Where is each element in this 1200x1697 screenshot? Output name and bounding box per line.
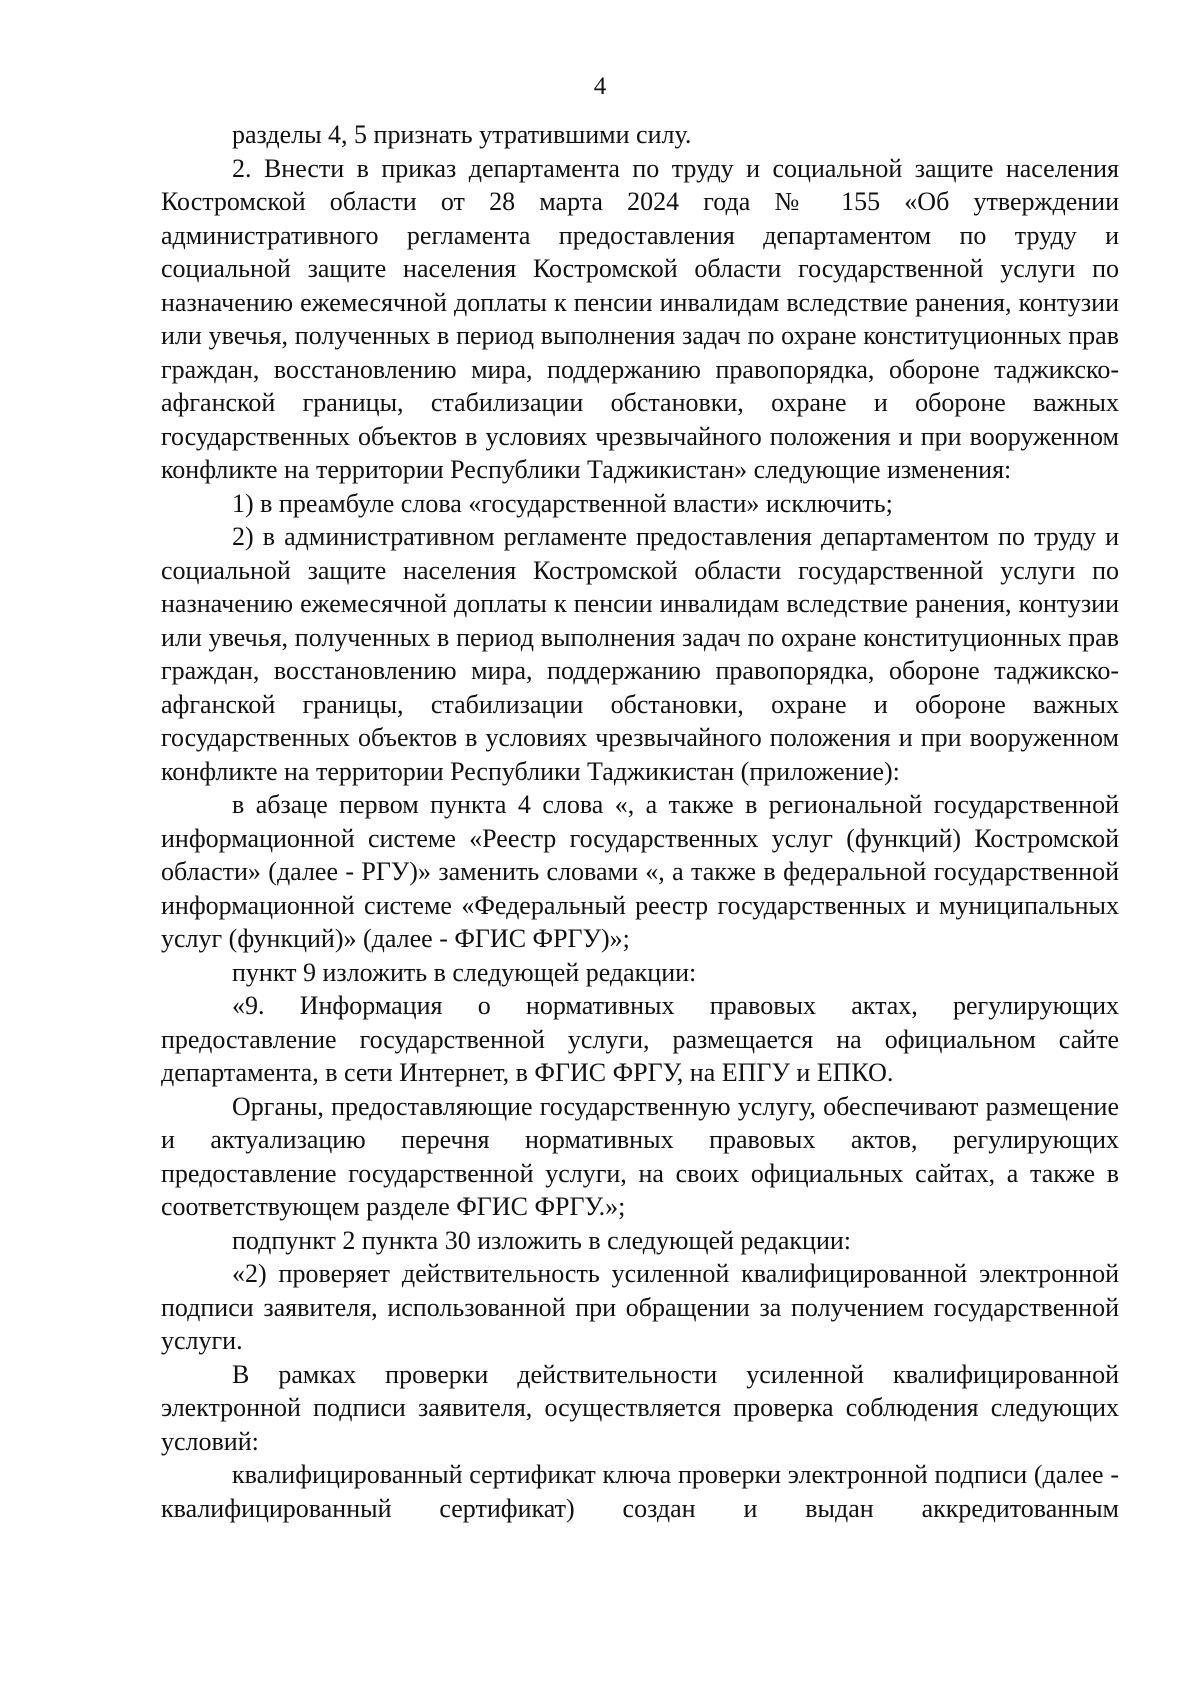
document-body	[161, 118, 1119, 1525]
paragraph-subitem-1-preamble: 1) в преамбуле слова «государственной власти» исключить;	[232, 488, 893, 518]
page-number: 4	[593, 73, 607, 100]
paragraph-sections-repealed: разделы 4, 5 признать утратившими силу.	[232, 120, 692, 149]
paragraph-authorities: Органы, предоставляющие государственную услугу, обеспечивают размещение и актуализацию перечня нормативных правовых актов, регулирующих предоставление государственной услуги, на своих официальных сайтах, а также в соответствующем разделе ФГИС ФРГУ.»;	[161, 1091, 1119, 1221]
paragraph-subitem-2-regulation: 2) в административном регламенте предоставления департаментом по труду и социальной защите населения Костромской области государственной услуги по назначению ежемесячной доплаты к пенсии инвалидам вследствие ранения, контузии или увечья, полученных в период выполнения задач по охране конституционных прав граждан, восстановлению мира, поддержанию правопорядка, обороне таджикско-афганской границы, стабилизации обстановки, охране и обороне важных государственных объектов в условиях чрезвычайного положения и при вооруженном конфликте на территории Республики Таджикистан (приложение):	[161, 522, 1119, 786]
paragraph-certificate: квалифицированный сертификат ключа проверки электронной подписи (далее - квалифицированный сертификат) создан и выдан аккредитованным	[161, 1460, 1119, 1523]
paragraph-item-2-amend-order: 2. Внести в приказ департамента по труду и социальной защите населения Костромской области от 28 марта 2024 года № 155 «Об утверждении административного регламента предоставления департаментом по труду и социальной защите населения Костромской области государственной услуги по назначению ежемесячной доплаты к пенсии инвалидам вследствие ранения, контузии или увечья, полученных в период выполнения задач по охране конституционных прав граждан, восстановлению мира, поддержанию правопорядка, обороне таджикско-афганской границы, стабилизации обстановки, охране и обороне важных государственных объектов в условиях чрезвычайного положения и при вооруженном конфликте на территории Республики Таджикистан» следующие изменения:	[161, 153, 1119, 484]
paragraph-point-4-replace: в абзаце первом пункта 4 слова «, а также в региональной государственной информационной системе «Реестр государственных услуг (функций) Костромской области» (далее - РГУ)» заменить словами «, а также в федеральной государственной информационной системе «Федеральный реестр государственных и муниципальных услуг (функций)» (далее - ФГИС ФРГУ)»;	[161, 790, 1119, 953]
paragraph-point-30-subitem-2: «2) проверяет действительность усиленной квалифицированной электронной подписи заявителя, использованной при обращении за получением государственной услуги.	[161, 1259, 1119, 1355]
paragraph-signature-check: В рамках проверки действительности усиленной квалифицированной электронной подписи заявителя, осуществляется проверка соблюдения следующих условий:	[161, 1359, 1119, 1456]
paragraph-point-30-intro: подпункт 2 пункта 30 изложить в следующей редакции:	[232, 1225, 851, 1255]
paragraph-point-9-text: «9. Информация о нормативных правовых актах, регулирующих предоставление государственной услуги, размещается на официальном сайте департамента, в сети Интернет, в ФГИС ФРГУ, на ЕПГУ и ЕПКО.	[161, 991, 1119, 1087]
paragraph-point-9-intro: пункт 9 изложить в следующей редакции:	[232, 957, 697, 987]
